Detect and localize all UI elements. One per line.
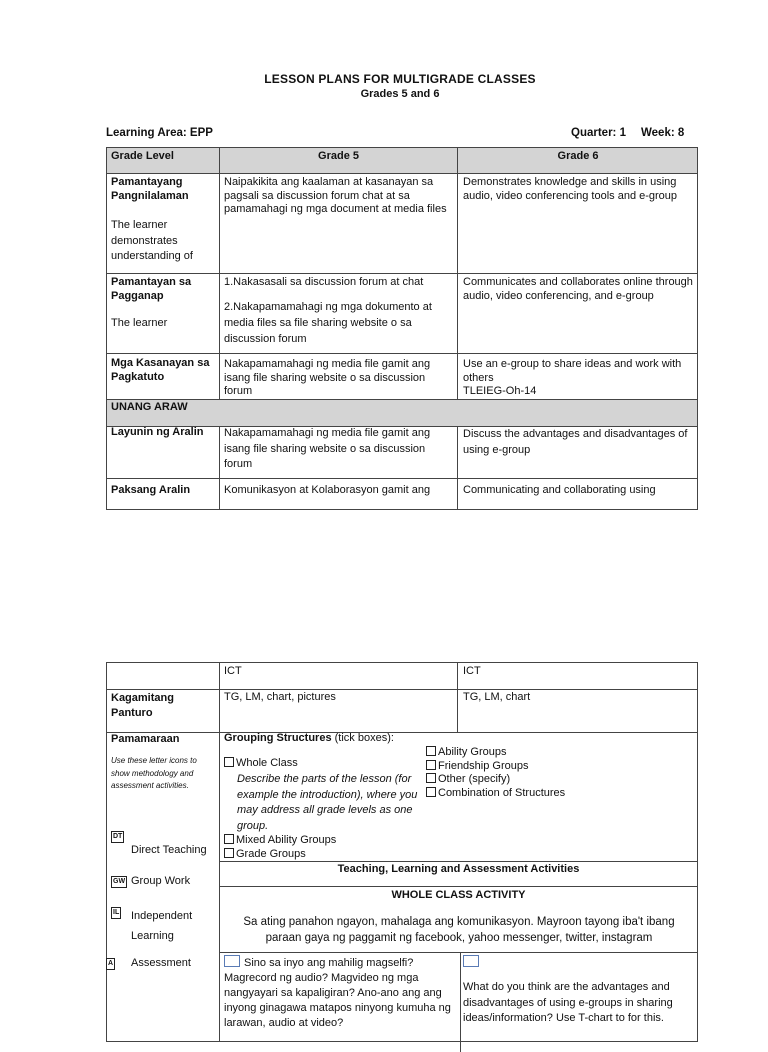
cell-g6: Demonstrates knowledge and skills in using audio, video conferencing tools and e-group xyxy=(463,176,678,202)
legend-label: Independent Learning xyxy=(131,910,193,942)
gw-icon: GW xyxy=(111,876,127,888)
document-title: LESSON PLANS FOR MULTIGRADE CLASSES xyxy=(264,72,536,86)
checkbox-icon[interactable] xyxy=(224,848,234,858)
legend-item-assessment xyxy=(106,956,115,970)
row-label-pamantayang-pangnilalaman: Pamantayang Pangnilalaman xyxy=(111,176,189,202)
legend-item-group-work xyxy=(111,874,127,888)
legend-item-direct-teaching xyxy=(111,829,124,843)
checkbox-whole-class[interactable]: Whole Class xyxy=(224,757,298,771)
quarter: Quarter: 1 xyxy=(571,127,626,139)
checkbox-ability-groups[interactable]: Ability Groups xyxy=(426,746,506,760)
activity-checkbox-icon[interactable] xyxy=(224,955,240,967)
il-icon: IL xyxy=(111,907,121,919)
legend-note: Use these letter icons to show methodology and assessment activities. xyxy=(111,756,197,790)
cell-ict-g6: ICT xyxy=(463,665,481,677)
g5-activity: Sino sa inyo ang mahilig magselfi? Magrecord ng audio? Magvideo ng mga nangyayari sa kapaligiran? Ano-ano ang ang inyong ginagawa matapos ninyong kumuha ng larawan, audio at video? xyxy=(224,957,451,1029)
legend-label: Group Work xyxy=(131,875,191,887)
row-label-pamantayan-sa-pagganap: Pamantayan sa Pagganap xyxy=(111,276,192,302)
lesson-table-2 xyxy=(106,662,698,1042)
col-header-grade-6: Grade 6 xyxy=(557,150,599,162)
checkbox-icon[interactable] xyxy=(426,746,436,756)
whole-class-header: WHOLE CLASS ACTIVITY xyxy=(391,889,526,901)
row-label-layunin: Layunin ng Aralin xyxy=(111,426,204,438)
checkbox-icon[interactable] xyxy=(224,757,234,767)
cell-g6-code: TLEIEG-Oh-14 xyxy=(463,385,537,397)
whole-class-text: Sa ating panahon ngayon, mahalaga ang komunikasyon. Mayroon tayong iba't ibang paraan gaya ng paggamit ng facebook, yahoo messenger, twitter, instagram xyxy=(243,916,675,944)
cell-g5-item-1: 1.Nakasasali sa discussion forum at chat xyxy=(224,276,424,288)
cell-kagamitan-g5: TG, LM, chart, pictures xyxy=(224,691,336,703)
cell-g6: Discuss the advantages and disadvantages of using e-group xyxy=(463,428,688,456)
activity-checkbox-icon[interactable] xyxy=(463,955,479,967)
cell-g5: Naipakikita ang kaalaman at kasanayan sa pagsali sa discussion forum chat at sa pamamahagi ng mga document at media files xyxy=(224,176,447,215)
dt-icon: DT xyxy=(111,831,124,843)
row-label-pamamaraan: Pamamaraan xyxy=(111,733,180,745)
col-header-grade-5: Grade 5 xyxy=(318,150,359,162)
row-label-kagamitang-panturo: Kagamitang Panturo xyxy=(111,692,174,719)
checkbox-combination-of-structures[interactable]: Combination of Structures xyxy=(426,787,565,801)
checkbox-icon[interactable] xyxy=(426,773,436,783)
g6-activity: What do you think are the advantages and disadvantages of using e-groups in sharing ideas/information? Use T-chart to for this. xyxy=(463,981,673,1024)
checkbox-grade-groups[interactable]: Grade Groups xyxy=(224,848,306,862)
row-label-mga-kasanayan: Mga Kasanayan sa Pagkatuto xyxy=(111,357,210,383)
week: Week: 8 xyxy=(641,127,685,139)
grouping-structures-title: Grouping Structures (tick boxes): xyxy=(224,732,394,744)
row-sublabel: The learner demonstrates understanding of xyxy=(111,219,193,262)
cell-kagamitan-g6: TG, LM, chart xyxy=(463,691,531,703)
checkbox-icon[interactable] xyxy=(426,787,436,797)
grouping-description: Describe the parts of the lesson (for example the introduction), where you may address all grade levels as one group. xyxy=(237,773,418,832)
learning-area: Learning Area: EPP xyxy=(106,127,213,139)
assessment-icon: A xyxy=(106,958,115,970)
legend-item-independent-learning xyxy=(111,905,121,919)
cell-ict-g5: ICT xyxy=(224,665,242,677)
tla-header: Teaching, Learning and Assessment Activities xyxy=(337,863,580,875)
row-sublabel: The learner xyxy=(111,317,168,329)
cell-g5-item-2: 2.Nakapamamahagi ng mga dokumento at media files sa file sharing website o sa discussion forum xyxy=(224,301,432,345)
checkbox-friendship-groups[interactable]: Friendship Groups xyxy=(426,760,529,774)
section-unang-araw: UNANG ARAW xyxy=(111,401,188,413)
cell-g5: Nakapamamahagi ng media file gamit ang isang file sharing website o sa discussion forum xyxy=(224,358,431,397)
row-label-paksang-aralin: Paksang Aralin xyxy=(111,484,191,496)
cell-g6: Communicates and collaborates online through audio, video conferencing, and e-group xyxy=(463,276,693,302)
cell-g6: Communicating and collaborating using xyxy=(463,484,656,496)
legend-label: Direct Teaching xyxy=(131,844,207,856)
unang-araw-shade xyxy=(107,399,697,426)
checkbox-other[interactable]: Other (specify) xyxy=(426,773,510,787)
col-header-grade-level: Grade Level xyxy=(111,150,174,162)
document-subtitle: Grades 5 and 6 xyxy=(360,88,440,100)
legend-label: Assessment xyxy=(131,957,191,969)
cell-g5: Komunikasyon at Kolaborasyon gamit ang xyxy=(224,484,431,496)
g6-activity-box[interactable] xyxy=(463,955,483,971)
cell-g6: Use an e-group to share ideas and work with others xyxy=(463,358,682,384)
checkbox-mixed-ability-groups[interactable]: Mixed Ability Groups xyxy=(224,834,336,848)
checkbox-icon[interactable] xyxy=(426,760,436,770)
lesson-table-1 xyxy=(106,147,698,510)
cell-g5: Nakapamamahagi ng media file gamit ang isang file sharing website o sa discussion forum xyxy=(224,427,431,470)
checkbox-icon[interactable] xyxy=(224,834,234,844)
